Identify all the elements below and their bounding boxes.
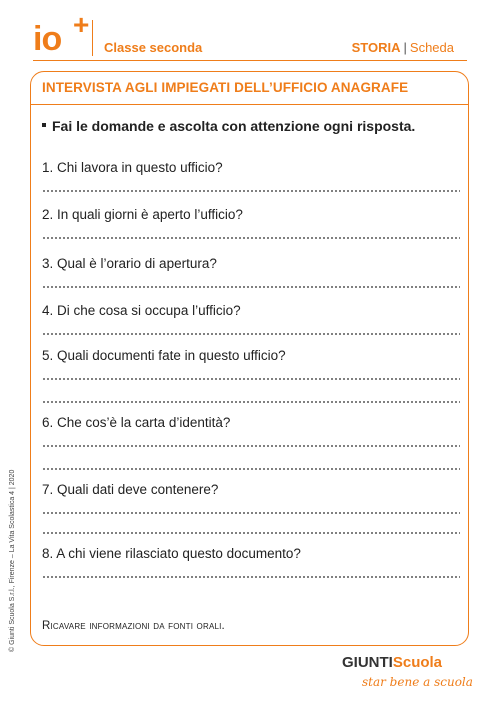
subject-label xyxy=(352,40,454,55)
title-rule xyxy=(31,104,468,105)
answer-line[interactable] xyxy=(42,512,460,514)
copyright: © Giunti Scuola S.r.l., Firenze – La Vita Scolastica 4 | 2020 xyxy=(9,469,16,652)
question-7: 7. Quali dati deve contenere? xyxy=(42,482,219,497)
instruction-text: Fai le domande e ascolta con attenzione ogni risposta. xyxy=(52,118,416,134)
question-5: 5. Quali documenti fate in questo ufficio? xyxy=(42,348,286,363)
io-logo xyxy=(33,9,89,58)
question-8: 8. A chi viene rilasciato questo documento? xyxy=(42,546,301,561)
instruction xyxy=(42,118,415,134)
answer-line[interactable] xyxy=(42,576,460,578)
question-2: 2. In quali giorni è aperto l’ufficio? xyxy=(42,207,243,222)
logo-text: io xyxy=(33,20,62,58)
subject-separator: | xyxy=(403,40,407,55)
top-rule xyxy=(33,60,467,61)
answer-line[interactable] xyxy=(42,532,460,534)
answer-line[interactable] xyxy=(42,286,460,288)
question-4: 4. Di che cosa si occupa l’ufficio? xyxy=(42,303,241,318)
logo-plus: + xyxy=(73,9,89,40)
question-3: 3. Qual è l’orario di apertura? xyxy=(42,256,217,271)
giunti-scuola-logo xyxy=(342,654,442,671)
doc-type: Scheda xyxy=(409,40,454,55)
worksheet-title: INTERVISTA AGLI IMPIEGATI DELL’UFFICIO ANAGRAFE xyxy=(42,80,409,95)
answer-line[interactable] xyxy=(42,468,460,470)
answer-line[interactable] xyxy=(42,333,460,335)
answer-line[interactable] xyxy=(42,237,460,239)
header-divider xyxy=(92,20,93,56)
question-6: 6. Che cos’è la carta d’identità? xyxy=(42,415,231,430)
brand-scuola: Scuola xyxy=(392,654,443,671)
subject: STORIA xyxy=(351,40,401,55)
brand-tagline: star bene a scuola xyxy=(362,675,473,689)
class-label: Classe seconda xyxy=(104,40,203,55)
answer-line[interactable] xyxy=(42,445,460,447)
answer-line[interactable] xyxy=(42,378,460,380)
question-1: 1. Chi lavora in questo ufficio? xyxy=(42,160,223,175)
brand-main: GIUNTI xyxy=(342,654,393,671)
answer-line[interactable] xyxy=(42,401,460,403)
objective-note: Ricavare informazioni da fonti orali. xyxy=(42,620,225,632)
answer-line[interactable] xyxy=(42,190,460,192)
bullet-icon xyxy=(42,123,46,127)
